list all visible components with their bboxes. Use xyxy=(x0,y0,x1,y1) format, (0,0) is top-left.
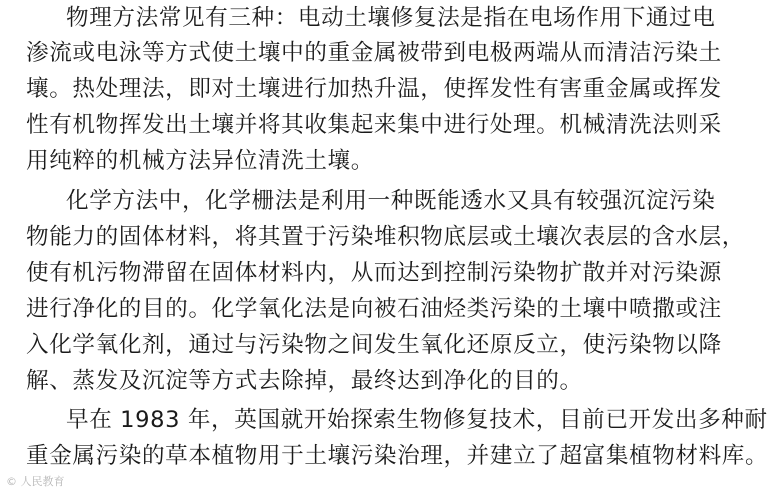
paragraph-2-line-1: 化学方法中，化学栅法是利用一种既能透水又具有较强沉淀污染 xyxy=(66,188,716,214)
paragraph-3-line-2: 重金属污染的草本植物用于土壤污染治理，并建立了超富集植物材料库。 xyxy=(26,443,768,469)
paragraph-2-line-4: 进行净化的目的。化学氧化法是向被石油烃类污染的土壤中喷撒或注 xyxy=(26,296,722,322)
paragraph-1-line-5: 用纯粹的机械方法异位清洗土壤。 xyxy=(26,148,374,174)
paragraph-2-line-6: 解、蒸发及沉淀等方式去除掉，最终达到净化的目的。 xyxy=(26,368,583,394)
paragraph-3-line-1: 早在 1983 年，英国就开始探索生物修复技术，目前已开发出多种耐 xyxy=(66,407,768,433)
paragraph-1-line-3: 壤。热处理法，即对土壤进行加热升温，使挥发性有害重金属或挥发 xyxy=(26,76,722,102)
paragraph-1-line-1: 物理方法常见有三种：电动土壤修复法是指在电场作用下通过电 xyxy=(66,5,716,31)
paragraph-2-line-5: 入化学氧化剂，通过与污染物之间发生氧化还原反立，使污染物以降 xyxy=(26,332,722,358)
paragraph-2-line-3: 使有机污物滞留在固体材料内，从而达到控制污染物扩散并对污染源 xyxy=(26,260,722,286)
paragraph-1-line-2: 渗流或电泳等方式使土壤中的重金属被带到电极两端从而清洁污染土 xyxy=(26,40,722,66)
paragraph-1-line-4: 性有机物挥发出土壤并将其收集起来集中进行处理。机械清洗法则采 xyxy=(26,112,722,138)
paragraph-2-line-2: 物能力的固体材料，将其置于污染堆积物底层或土壤次表层的含水层， xyxy=(26,224,746,250)
watermark-logo: © 人民教育 xyxy=(6,475,65,488)
